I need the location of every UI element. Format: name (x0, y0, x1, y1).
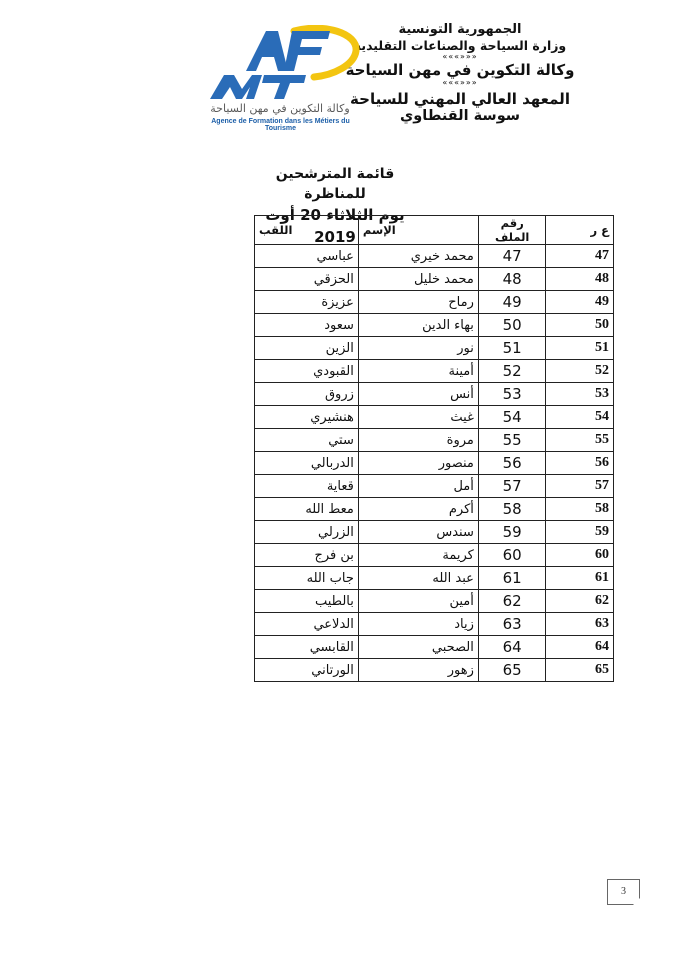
row-file-number: 55 (478, 429, 546, 452)
row-last-name: هنشيري (255, 406, 359, 429)
header-separator: «««»»» (442, 78, 478, 88)
header-last-name: اللقب (255, 216, 359, 245)
row-first-name: رماح (358, 291, 478, 314)
afmt-logo (196, 25, 368, 135)
logo-french-text: Agence de Formation dans les Métiers du Tourisme (211, 118, 350, 132)
header-first-name: الإسم (358, 216, 478, 245)
table-row (255, 245, 614, 268)
afmt-logo-mark (196, 25, 368, 105)
table-row (255, 268, 614, 291)
table-row (255, 636, 614, 659)
row-first-name: أمل (358, 475, 478, 498)
table-row (255, 406, 614, 429)
row-file-number: 57 (478, 475, 546, 498)
header-separator: «««»»» (442, 51, 478, 61)
row-num: 59 (546, 521, 614, 544)
row-first-name: أمين (358, 590, 478, 613)
row-last-name: الورتاني (255, 659, 359, 682)
row-last-name: سعود (255, 314, 359, 337)
header-location: سوسة القنطاوي (399, 108, 521, 125)
row-file-number: 49 (478, 291, 546, 314)
candidates-table (254, 215, 614, 682)
list-title-line: قائمة المترشحين للمناظرة (275, 166, 395, 202)
table-row (255, 291, 614, 314)
row-num: 65 (546, 659, 614, 682)
row-first-name: مروة (358, 429, 478, 452)
row-num: 52 (546, 360, 614, 383)
row-file-number: 53 (478, 383, 546, 406)
row-num: 60 (546, 544, 614, 567)
row-last-name: الحزقي (255, 268, 359, 291)
row-first-name: أمينة (358, 360, 478, 383)
header-republic: الجمهورية التونسية (398, 22, 522, 37)
row-file-number: 59 (478, 521, 546, 544)
row-file-number: 52 (478, 360, 546, 383)
row-last-name: الزين (255, 337, 359, 360)
table-row (255, 383, 614, 406)
table-row (255, 613, 614, 636)
table-header-row (255, 216, 614, 245)
row-first-name: محمد خيري (358, 245, 478, 268)
row-num: 48 (546, 268, 614, 291)
row-file-number: 65 (478, 659, 546, 682)
page-number: 3 (607, 879, 640, 905)
row-file-number: 47 (478, 245, 546, 268)
row-num: 49 (546, 291, 614, 314)
row-first-name: سندس (358, 521, 478, 544)
row-file-number: 50 (478, 314, 546, 337)
table-row (255, 452, 614, 475)
row-num: 63 (546, 613, 614, 636)
row-num: 57 (546, 475, 614, 498)
row-first-name: أكرم (358, 498, 478, 521)
row-num: 53 (546, 383, 614, 406)
row-num: 47 (546, 245, 614, 268)
row-file-number: 60 (478, 544, 546, 567)
row-file-number: 51 (478, 337, 546, 360)
row-last-name: معط الله (255, 498, 359, 521)
logo-arabic-text: وكالة التكوين في مهن السياحة (210, 102, 350, 115)
row-last-name: القابسي (255, 636, 359, 659)
header-ministry: وزارة السياحة والصناعات التقليدية (353, 37, 567, 53)
table-row (255, 521, 614, 544)
row-file-number: 48 (478, 268, 546, 291)
table-row (255, 659, 614, 682)
row-first-name: زهور (358, 659, 478, 682)
row-last-name: عزيزة (255, 291, 359, 314)
table-row (255, 544, 614, 567)
row-last-name: بن فرج (255, 544, 359, 567)
row-last-name: جاب الله (255, 567, 359, 590)
row-last-name: زروق (255, 383, 359, 406)
row-file-number: 54 (478, 406, 546, 429)
header-agency: وكالة التكوين في مهن السياحة (345, 61, 575, 80)
table-row (255, 498, 614, 521)
table-row (255, 429, 614, 452)
row-last-name: القبودي (255, 360, 359, 383)
table-row (255, 567, 614, 590)
row-first-name: محمد خليل (358, 268, 478, 291)
row-first-name: بهاء الدين (358, 314, 478, 337)
row-last-name: الدربالي (255, 452, 359, 475)
row-first-name: منصور (358, 452, 478, 475)
row-last-name: الدلاعي (255, 613, 359, 636)
row-file-number: 61 (478, 567, 546, 590)
table-row (255, 360, 614, 383)
row-first-name: عبد الله (358, 567, 478, 590)
row-file-number: 63 (478, 613, 546, 636)
header-num: ع ر (546, 216, 614, 245)
row-first-name: أنس (358, 383, 478, 406)
row-last-name: ستي (255, 429, 359, 452)
list-date-line: يوم الثلاثاء 20 أوت 2019 (265, 206, 405, 246)
row-num: 58 (546, 498, 614, 521)
table-row (255, 475, 614, 498)
row-file-number: 64 (478, 636, 546, 659)
row-num: 62 (546, 590, 614, 613)
row-last-name: قعاية (255, 475, 359, 498)
row-num: 51 (546, 337, 614, 360)
row-file-number: 62 (478, 590, 546, 613)
row-first-name: غيث (358, 406, 478, 429)
table-row (255, 590, 614, 613)
table-row (255, 314, 614, 337)
row-num: 56 (546, 452, 614, 475)
row-num: 61 (546, 567, 614, 590)
header-institute: المعهد العالي المهني للسياحة (350, 90, 570, 109)
row-num: 64 (546, 636, 614, 659)
row-num: 50 (546, 314, 614, 337)
row-num: 54 (546, 406, 614, 429)
row-num: 55 (546, 429, 614, 452)
header-file-number: رقم الملف (478, 216, 546, 245)
row-last-name: الزرلي (255, 521, 359, 544)
row-first-name: كريمة (358, 544, 478, 567)
row-last-name: عباسي (255, 245, 359, 268)
row-file-number: 58 (478, 498, 546, 521)
row-file-number: 56 (478, 452, 546, 475)
row-last-name: بالطيب (255, 590, 359, 613)
row-first-name: نور (358, 337, 478, 360)
table-row (255, 337, 614, 360)
row-first-name: زياد (358, 613, 478, 636)
row-first-name: الصحبي (358, 636, 478, 659)
